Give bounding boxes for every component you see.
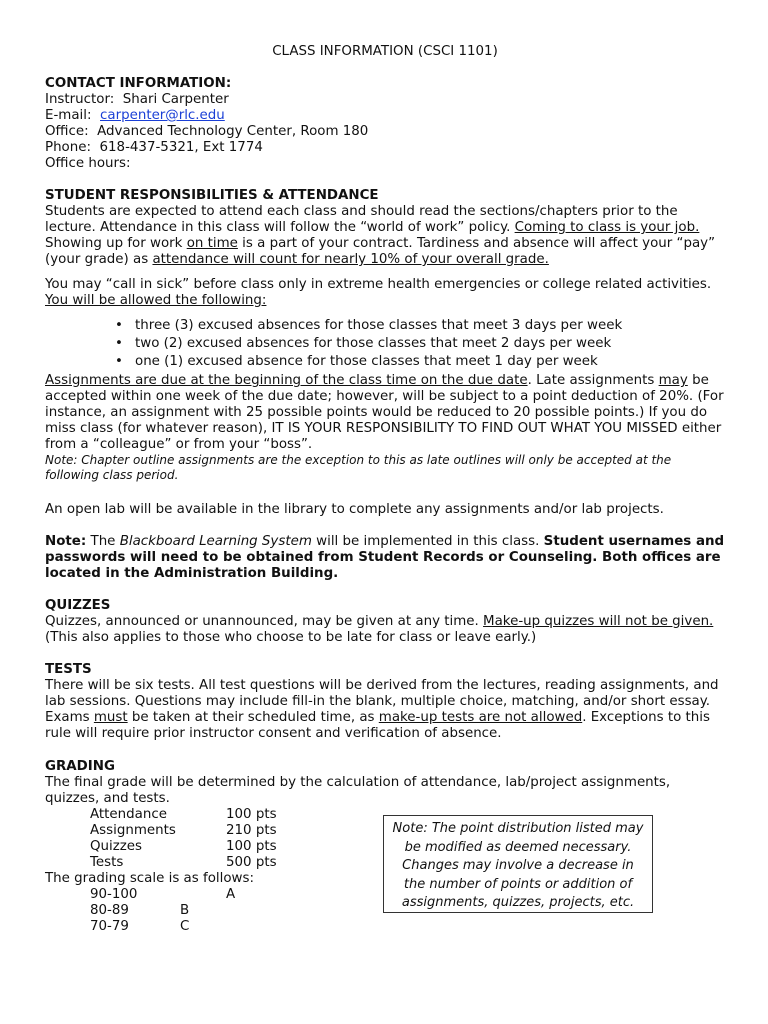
responsibilities-heading: STUDENT RESPONSIBILITIES & ATTENDANCE	[45, 188, 379, 203]
quizzes-heading: QUIZZES	[45, 598, 111, 613]
call-in-sick-section	[45, 277, 725, 372]
open-lab-line: An open lab will be available in the library to complete any assignments and/or lab projects.	[45, 502, 664, 517]
grading-heading: GRADING	[45, 759, 115, 774]
point-distribution-note: Note: The point distribution listed may be modified as deemed necessary. Changes may involve a decrease in the number of points or addition of assignments, quizzes, projects, etc.	[383, 815, 653, 913]
table-row: 70-79 C	[90, 919, 190, 934]
absence-list	[45, 318, 725, 372]
instructor-line: Instructor: Shari Carpenter	[45, 92, 229, 107]
blackboard-note: Note: The Blackboard Learning System will be implemented in this class. Student usernames and passwords will need to be obtained from Student Records or Counseling. Both offices are located in the Administration Building.	[45, 534, 725, 581]
table-row: Assignments 210 pts	[90, 823, 277, 838]
call-in-sick-paragraph: You may “call in sick” before class only in extreme health emergencies or college related activities. You will be allowed the following:	[45, 277, 712, 308]
list-item: • one (1) excused absence for those classes that meet 1 day per week	[45, 354, 725, 372]
assignments-section	[45, 373, 725, 483]
table-row: 90-100 A	[90, 887, 236, 902]
table-row: Quizzes 100 pts	[90, 839, 277, 854]
office-hours-line: Office hours:	[45, 156, 131, 171]
assignments-paragraph: Assignments are due at the beginning of the class time on the due date. Late assignments may be accepted within one week of the due date; however, will be subject to a point deduction of 20%. (For instance, an assignment with 25 possible points would be reduced to 20 possible points.) If you do miss class (for whatever reason), IT IS YOUR RESPONSIBILITY TO FIND OUT WHAT YOU MISSED either from a “colleague” or from your “boss”.	[45, 373, 724, 452]
contact-section	[45, 76, 725, 172]
office-line: Office: Advanced Technology Center, Room 180	[45, 124, 369, 139]
grading-scale-label: The grading scale is as follows:	[45, 871, 254, 886]
tests-heading: TESTS	[45, 662, 92, 677]
tests-section: TESTS There will be six tests. All test questions will be derived from the lectures, reading assignments, and lab sessions. Questions may include fill-in the blank, multiple choice, matching, and/or short essay. Exams must be taken at their scheduled time, as make-up tests are not allowed. Exceptions to this rule will require prior instructor consent and verification of absence.	[45, 662, 725, 742]
email-line: E-mail: carpenter@rlc.edu	[45, 108, 225, 123]
table-row: Attendance 100 pts	[90, 807, 277, 822]
email-link[interactable]: carpenter@rlc.edu	[100, 108, 225, 123]
grading-intro: The final grade will be determined by the calculation of attendance, lab/project assignments, quizzes, and tests.	[45, 775, 671, 806]
document-title: CLASS INFORMATION (CSCI 1101)	[272, 44, 498, 59]
list-item: • two (2) excused absences for those classes that meet 2 days per week	[45, 336, 725, 354]
attendance-paragraph: Students are expected to attend each class and should read the sections/chapters prior to the lecture. Attendance in this class will follow the “world of work” policy. Coming to class is your job. Showing up for work on time is a part of your contract. Tardiness and absence will affect your “pay” (your grade) as attendance will count for nearly 10% of your overall grade.	[45, 204, 716, 267]
chapter-outline-note: Note: Chapter outline assignments are the exception to this as late outlines will only be accepted at the following class period.	[45, 453, 672, 482]
phone-line: Phone: 618-437-5321, Ext 1774	[45, 140, 263, 155]
list-item: • three (3) excused absences for those classes that meet 3 days per week	[45, 318, 725, 336]
responsibilities-section	[45, 188, 725, 268]
quizzes-section: QUIZZES Quizzes, announced or unannounced, may be given at any time. Make-up quizzes will not be given. (This also applies to those who choose to be late for class or leave early.)	[45, 598, 725, 646]
contact-heading: CONTACT INFORMATION:	[45, 76, 232, 91]
table-row: Tests 500 pts	[90, 855, 277, 870]
instructor-name: Shari Carpenter	[122, 92, 229, 107]
table-row: 80-89 B	[90, 903, 190, 918]
